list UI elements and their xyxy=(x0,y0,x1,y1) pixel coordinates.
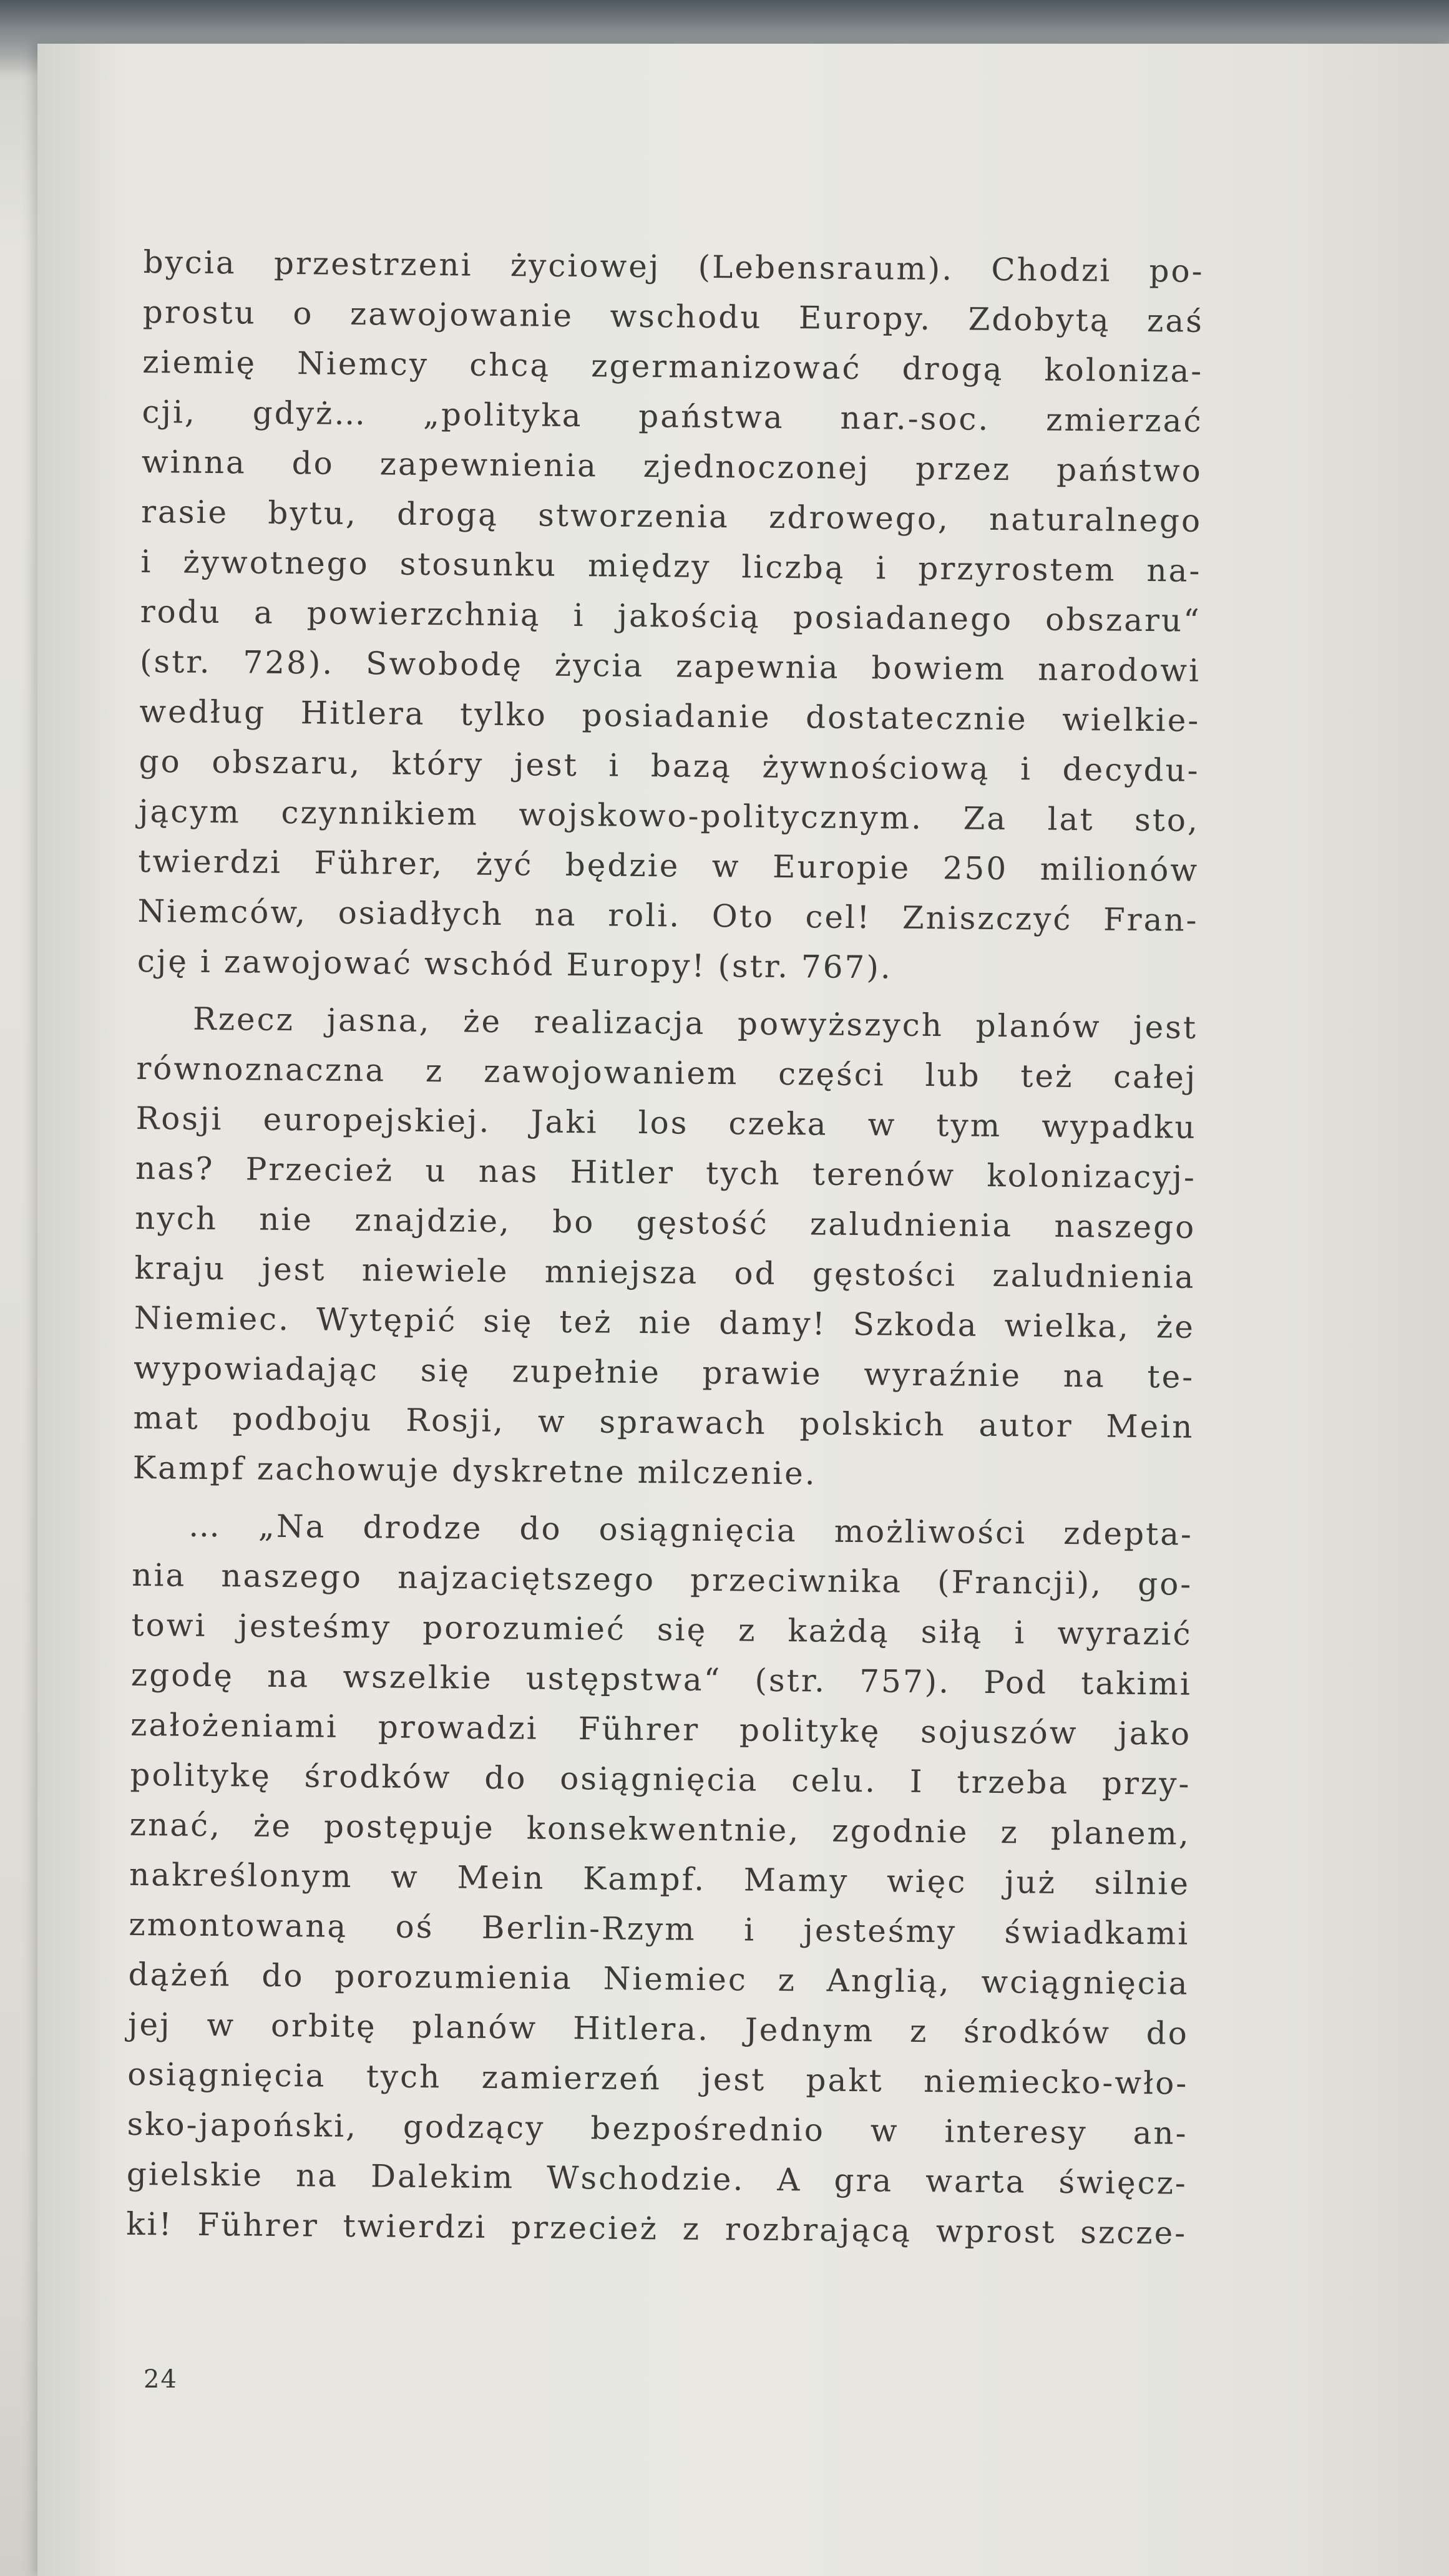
text-line: cji, gdyż… „polityka państwa nar.-soc. zmierzać xyxy=(142,393,1203,439)
text-line: nas? Przecież u nas Hitler tych terenów kolonizacyj- xyxy=(135,1149,1197,1196)
text-line: winna do zapewnienia zjednoczonej przez państwo xyxy=(141,443,1203,489)
text-line: twierdzi Führer, żyć będzie w Europie 250 milionów xyxy=(138,842,1199,889)
paragraph-3 xyxy=(126,1500,1193,2258)
text-line: według Hitlera tylko posiadanie dostatecznie wielkie- xyxy=(139,693,1201,739)
text-line: zgodę na wszelkie ustępstwa“ (str. 757). Pod takimi xyxy=(130,1656,1193,1702)
text-line: Rzecz jasna, że realizacja powyższych planów jest xyxy=(192,1000,1198,1046)
text-line: znać, że postępuje konsekwentnie, zgodnie z planem, xyxy=(129,1806,1191,1852)
text-line: osiągnięcia tych zamierzeń jest pakt niemiecko-wło- xyxy=(127,2056,1189,2102)
page-number: 24 xyxy=(144,2365,178,2394)
text-line: go obszaru, który jest i bazą żywnościową i decydu- xyxy=(139,743,1200,789)
text-line: kraju jest niewiele mniejsza od gęstości zaludnienia xyxy=(134,1249,1196,1295)
text-line: ki! Führer twierdzi przecież z rozbrającą wprost szcze- xyxy=(125,2205,1188,2252)
text-line: gielskie na Dalekim Wschodzie. A gra warta święcz- xyxy=(126,2155,1188,2202)
paragraph-1 xyxy=(137,237,1204,995)
text-line: równoznaczna z zawojowaniem części lub też całej xyxy=(136,1050,1198,1096)
text-line: nia naszego najzaciętszego przeciwnika (Francji), go- xyxy=(132,1556,1193,1603)
text-line: nych nie znajdzie, bo gęstość zaludnienia naszego xyxy=(135,1199,1196,1246)
text-line: nakreślonym w Mein Kampf. Mamy więc już silnie xyxy=(129,1856,1191,1902)
text-line: sko-japoński, godzący bezpośrednio w interesy an- xyxy=(127,2105,1188,2152)
text-line: wypowiadając się zupełnie prawie wyraźnie na te- xyxy=(133,1349,1195,1395)
text-line: Kampf zachowuje dyskretne milczenie. xyxy=(132,1449,817,1492)
body-text xyxy=(126,237,1204,2258)
text-line: i żywotnego stosunku między liczbą i przyrostem na- xyxy=(140,543,1202,589)
text-line: rodu a powierzchnią i jakością posiadanego obszaru“ xyxy=(140,593,1201,639)
text-line: ziemię Niemcy chcą zgermanizować drogą koloniza- xyxy=(142,343,1204,389)
text-line: Niemiec. Wytępić się też nie damy! Szkoda wielka, że xyxy=(134,1299,1196,1345)
text-line: dążeń do porozumienia Niemiec z Anglią, wciągnięcia xyxy=(128,1956,1189,2002)
text-line: mat podboju Rosji, w sprawach polskich autor Mein xyxy=(133,1399,1194,1445)
text-line: jej w orbitę planów Hitlera. Jednym z środków do xyxy=(127,2006,1189,2052)
text-line: założeniami prowadzi Führer politykę sojuszów jako xyxy=(130,1706,1192,1752)
text-line: prostu o zawojowanie wschodu Europy. Zdobytą zaś xyxy=(142,293,1204,339)
text-line: bycia przestrzeni życiowej (Lebensraum). Chodzi po- xyxy=(143,243,1204,290)
text-line: towi jesteśmy porozumieć się z każdą siłą i wyrazić xyxy=(131,1606,1193,1652)
text-line: politykę środków do osiągnięcia celu. I trzeba przy- xyxy=(130,1756,1191,1802)
text-line: (str. 728). Swobodę życia zapewnia bowiem narodowi xyxy=(139,643,1201,689)
paragraph-2 xyxy=(132,993,1198,1502)
text-line: Rosji europejskiej. Jaki los czeka w tym wypadku xyxy=(135,1100,1197,1146)
text-line: rasie bytu, drogą stworzenia zdrowego, naturalnego xyxy=(140,493,1203,539)
text-line: Niemców, osiadłych na roli. Oto cel! Zniszczyć Fran- xyxy=(137,892,1199,939)
text-line: … „Na drodze do osiągnięcia możliwości zdepta- xyxy=(188,1507,1194,1553)
text-line: jącym czynnikiem wojskowo-politycznym. Za lat sto, xyxy=(138,793,1200,839)
text-line: cję i zawojować wschód Europy! (str. 767). xyxy=(137,942,893,986)
text-line: zmontowaną oś Berlin-Rzym i jesteśmy świadkami xyxy=(129,1906,1190,1952)
